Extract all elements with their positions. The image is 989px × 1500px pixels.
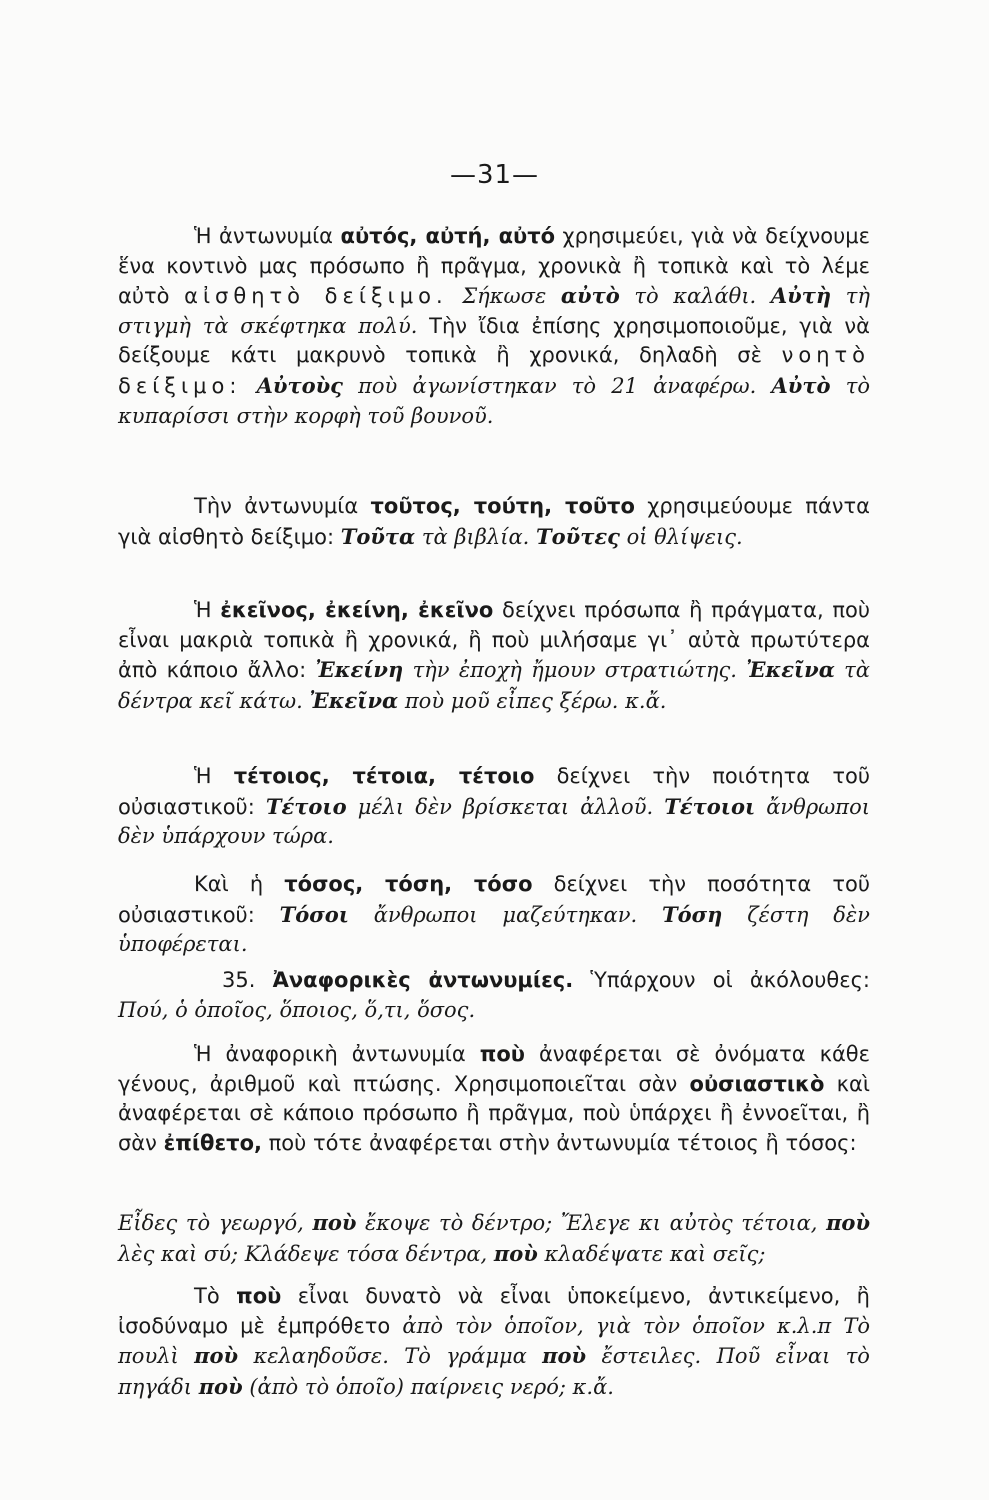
term-ekeinos: ἐκεῖνος, ἐκείνη, ἐκεῖνο: [220, 598, 494, 622]
paragraph-pou: Ἡ ἀναφορικὴ ἀντωνυμία ποὺ ἀναφέρεται σὲ ὀνόματα κάθε γένους, ἀριθμοῦ καὶ πτώσης. Χρησιμοποιεῖται σὰν οὐσιαστικὸ καὶ ἀναφέρεται σὲ κάποιο πρόσωπο ἢ πρᾶγμα, ποὺ ὑπάρχει ἢ ἐννοεῖται, ἢ σὰν ἐπίθετο, ποὺ τότε ἀναφέρεται στὴν ἀντωνυμία τέτοιος ἢ τόσος:: [118, 1042, 870, 1155]
term-noito-deiximo: νοητὸ δείξιμο:: [118, 343, 870, 398]
paragraph-tosos: Καὶ ἡ τόσος, τόση, τόσο δείχνει τὴν ποσότητα τοῦ οὐσιαστικοῦ: Τόσοι ἄνθρωποι μαζεύτηκαν. Τόση ζέστη δὲν ὑποφέρεται.: [118, 872, 870, 957]
paragraph-ekeinos: Ἡ ἐκεῖνος, ἐκείνη, ἐκεῖνο δείχνει πρόσωπα ἢ πράγματα, ποὺ εἶναι μακριὰ τοπικὰ ἢ χρονικά, ἢ ποὺ μιλήσαμε γι᾿ αὐτὰ πρωτύτερα ἀπὸ κάποιο ἄλλο: Ἐκείνη τὴν ἐποχὴ ἤμουν στρατιώτης. Ἐκεῖνα τὰ δέντρα κεῖ κάτω. Ἐκεῖνα ποὺ μοῦ εἶπες ξέρω. κ.ἄ.: [118, 598, 870, 713]
term-aisthito-deiximo: αἰσθητὸ δείξιμο.: [184, 284, 448, 309]
term-tetoios: τέτοιος, τέτοια, τέτοιο: [233, 764, 535, 788]
paragraph-pou-uses: Τὸ ποὺ εἶναι δυνατὸ νὰ εἶναι ὑποκείμενο, ἀντικείμενο, ἢ ἰσοδύναμο μὲ ἐμπρόθετο ἀπὸ τὸν ὁποῖον, γιὰ τὸν ὁποῖον κ.λ.π Τὸ πουλὶ ποὺ κελαηδοῦσε. Τὸ γράμμα ποὺ ἔστειλες. Ποῦ εἶναι τὸ πηγάδι ποὺ (ἀπὸ τὸ ὁποῖο) παίρνεις νερό; κ.ἄ.: [118, 1284, 870, 1399]
section-title: Ἀναφορικὲς ἀντωνυμίες.: [272, 968, 574, 992]
section-35-heading-paragraph: 35. Ἀναφορικὲς ἀντωνυμίες. Ὑπάρχουν οἱ ἀκόλουθες: Πού, ὁ ὁποῖος, ὅποιος, ὅ,τι, ὅσος.: [118, 968, 870, 1022]
term-ousiastiko: οὐσιαστικὸ: [689, 1071, 825, 1096]
page-number: —31—: [449, 160, 540, 190]
paragraph-autos: Ἡ ἀντωνυμία αὐτός, αὐτή, αὐτό χρησιμεύει, γιὰ νὰ δείχνουμε ἕνα κοντινὸ μας πρόσωπο ἢ πρᾶγμα, χρονικὰ ἢ τοπικὰ καὶ τὸ λέμε αὐτὸ αἰσθητὸ δείξιμο. Σήκωσε αὐτὸ τὸ καλάθι. Αὐτὴ τὴ στιγμὴ τὰ σκέφτηκα πολύ. Τὴν ἴδια ἐπίσης χρησιμοποιοῦμε, γιὰ νὰ δείξουμε κάτι μακρυνὸ τοπικὰ ἢ χρονικά, δηλαδὴ σὲ νοητὸ δείξιμο: Αὐτοὺς ποὺ ἀγωνίστηκαν τὸ 21 ἀναφέρω. Αὐτὸ τὸ κυπαρίσσι στὴν κορφὴ τοῦ βουνοῦ.: [118, 224, 871, 428]
term-tosos: τόσος, τόση, τόσο: [284, 872, 533, 896]
term-autos: αὐτός, αὐτή, αὐτό: [340, 224, 556, 248]
paragraph-tetoios: Ἡ τέτοιος, τέτοια, τέτοιο δείχνει τὴν ποιότητα τοῦ οὐσιαστικοῦ: Τέτοιο μέλι δὲν βρίσκεται ἀλλοῦ. Τέτοιοι ἄνθρωποι δὲν ὑπάρχουν τώρα.: [118, 764, 870, 849]
term-pou: ποὺ: [479, 1042, 525, 1066]
examples-pou: Εἶδες τὸ γεωργό, ποὺ ἔκοψε τὸ δέντρο; Ἔλεγε κι αὐτὸς τέτοια, ποὺ λὲς καὶ σύ; Κλάδεψε τόσα δέντρα, ποὺ κλαδέψατε καὶ σεῖς;: [118, 1210, 871, 1266]
paragraph-toutos: Τὴν ἀντωνυμία τοῦτος, τούτη, τοῦτο χρησιμεύουμε πάντα γιὰ αἰσθητὸ δείξιμο: Τοῦτα τὰ βιβλία. Τοῦτες οἱ θλίψεις.: [118, 494, 870, 549]
term-epitheto: ἐπίθετο,: [163, 1130, 262, 1155]
term-toutos: τοῦτος, τούτη, τοῦτο: [370, 494, 635, 518]
